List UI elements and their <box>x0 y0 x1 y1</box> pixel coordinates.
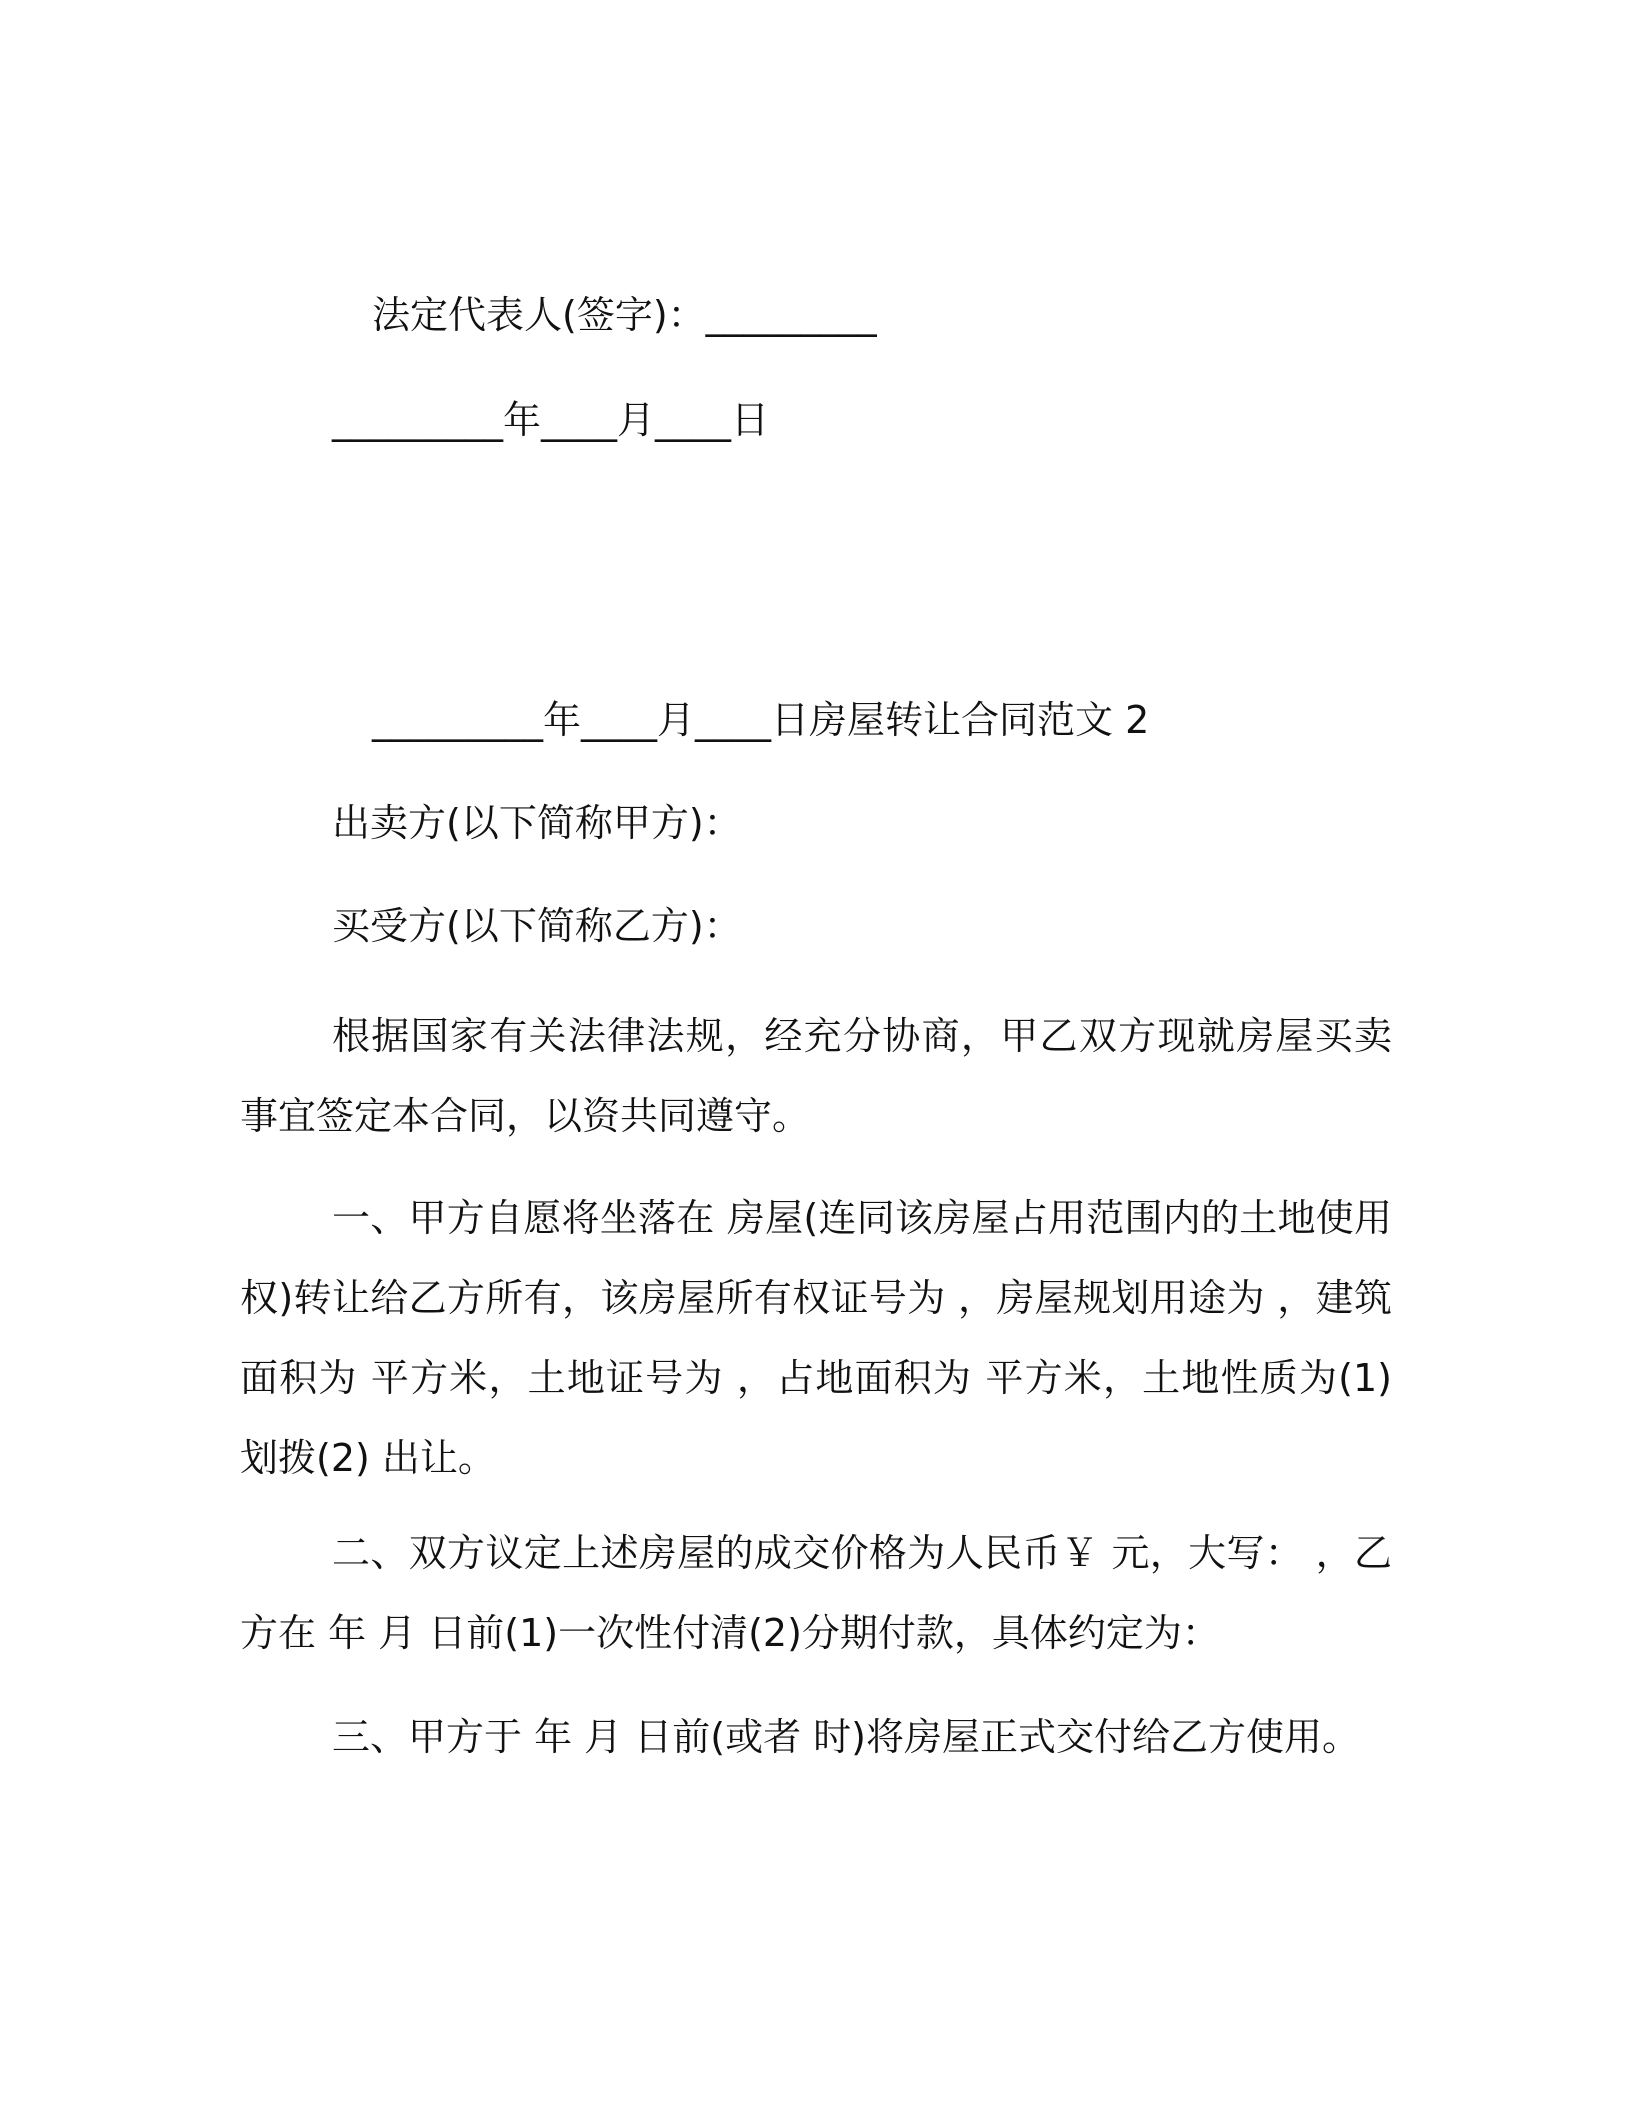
seller-party-line: 出卖方(以下简称甲方)： <box>332 801 742 845</box>
clause-2-price-payment: 二、双方议定上述房屋的成交价格为人民币￥ 元，大写： ，乙方在 年 月 日前(1)一次性付清(2)分期付款，具体约定为： <box>240 1531 1392 1655</box>
contract-basis-paragraph: 根据国家有关法律法规，经充分协商，甲乙双方现就房屋买卖事宜签定本合同，以资共同遵守。 <box>240 1014 1392 1138</box>
signature-date-line: _________年____月____日 <box>332 398 770 442</box>
legal-representative-signature-line: 法定代表人(签字)：_________ <box>372 293 877 337</box>
buyer-party-line: 买受方(以下简称乙方)： <box>332 904 742 948</box>
clause-3-handover: 三、甲方于 年 月 日前(或者 时)将房屋正式交付给乙方使用。 <box>332 1715 1360 1759</box>
clause-1-property-transfer: 一、甲方自愿将坐落在 房屋(连同该房屋占用范围内的土地使用权)转让给乙方所有，该房屋所有权证号为 ，房屋规划用途为 ，建筑面积为 平方米，土地证号为 ，占地面积为 平方米，土地性质为(1)划拨(2) 出让。 <box>240 1196 1392 1480</box>
contract-title: _________年____月____日房屋转让合同范文 2 <box>372 698 1150 742</box>
